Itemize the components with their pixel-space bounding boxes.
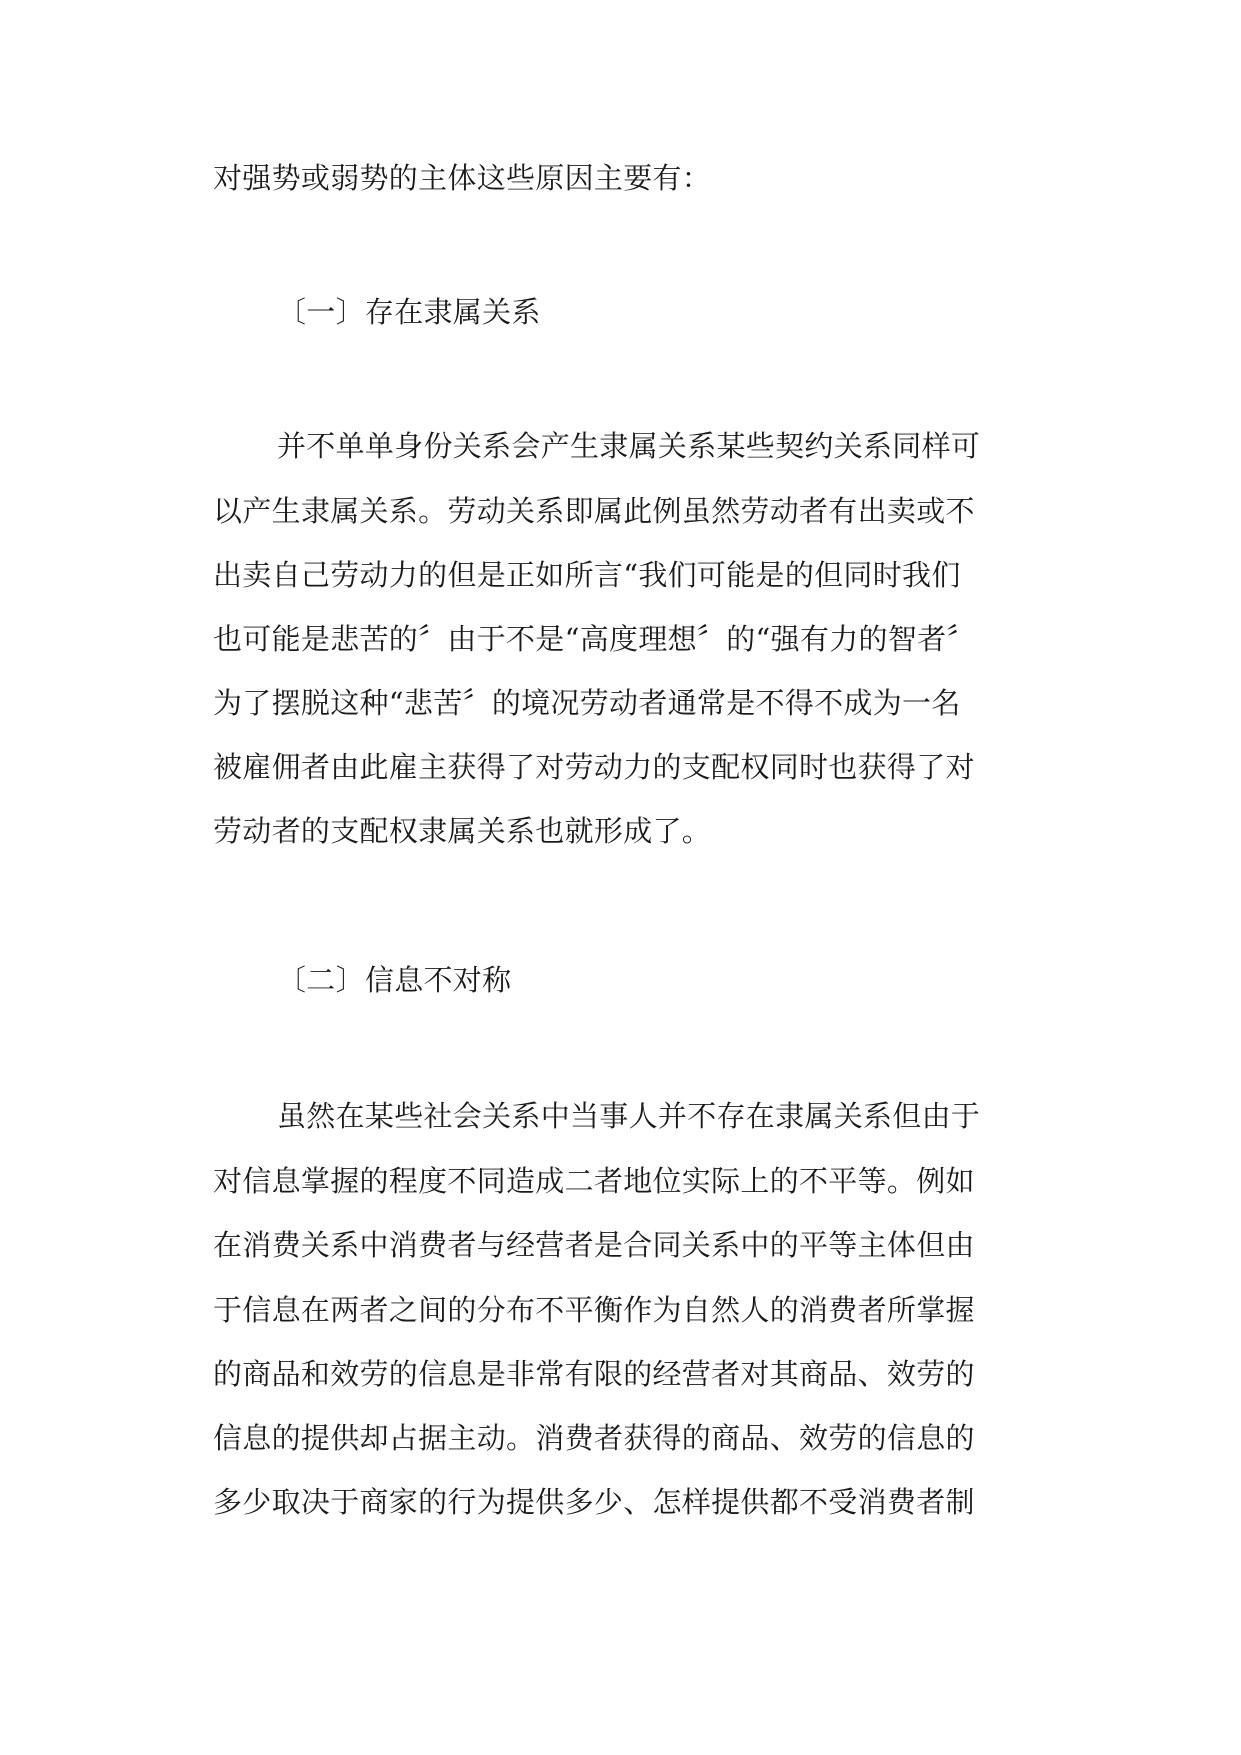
- paragraph-line: 以产生隶属关系。劳动关系即属此例虽然劳动者有出卖或不: [213, 494, 975, 528]
- paragraph-line: 并不单单身份关系会产生隶属关系某些契约关系同样可: [277, 429, 981, 463]
- section-heading-1: 〔一〕存在隶属关系: [277, 295, 541, 329]
- paragraph-line: 为了摆脱这种“悲苦〞的境况劳动者通常是不得不成为一名: [213, 686, 961, 720]
- section-heading-2: 〔二〕信息不对称: [277, 963, 512, 997]
- paragraph-line: 被雇佣者由此雇主获得了对劳动力的支配权同时也获得了对: [213, 750, 975, 784]
- intro-line: 对强势或弱势的主体这些原因主要有：: [213, 161, 712, 195]
- paragraph-line: 于信息在两者之间的分布不平衡作为自然人的消费者所掌握: [213, 1293, 975, 1327]
- paragraph-line: 出卖自己劳动力的但是正如所言“我们可能是的但同时我们: [213, 558, 961, 592]
- paragraph-line: 劳动者的支配权隶属关系也就形成了。: [213, 814, 712, 848]
- paragraph-line: 对信息掌握的程度不同造成二者地位实际上的不平等。例如: [213, 1164, 975, 1198]
- paragraph-line: 多少取决于商家的行为提供多少、怎样提供都不受消费者制: [213, 1485, 975, 1519]
- paragraph-line: 信息的提供却占据主动。消费者获得的商品、效劳的信息的: [213, 1421, 975, 1455]
- paragraph-line: 的商品和效劳的信息是非常有限的经营者对其商品、效劳的: [213, 1357, 975, 1391]
- paragraph-line: 在消费关系中消费者与经营者是合同关系中的平等主体但由: [213, 1228, 975, 1262]
- paragraph-line: 虽然在某些社会关系中当事人并不存在隶属关系但由于: [277, 1099, 981, 1133]
- paragraph-line: 也可能是悲苦的〞由于不是“高度理想〞的“强有力的智者〞: [213, 622, 976, 656]
